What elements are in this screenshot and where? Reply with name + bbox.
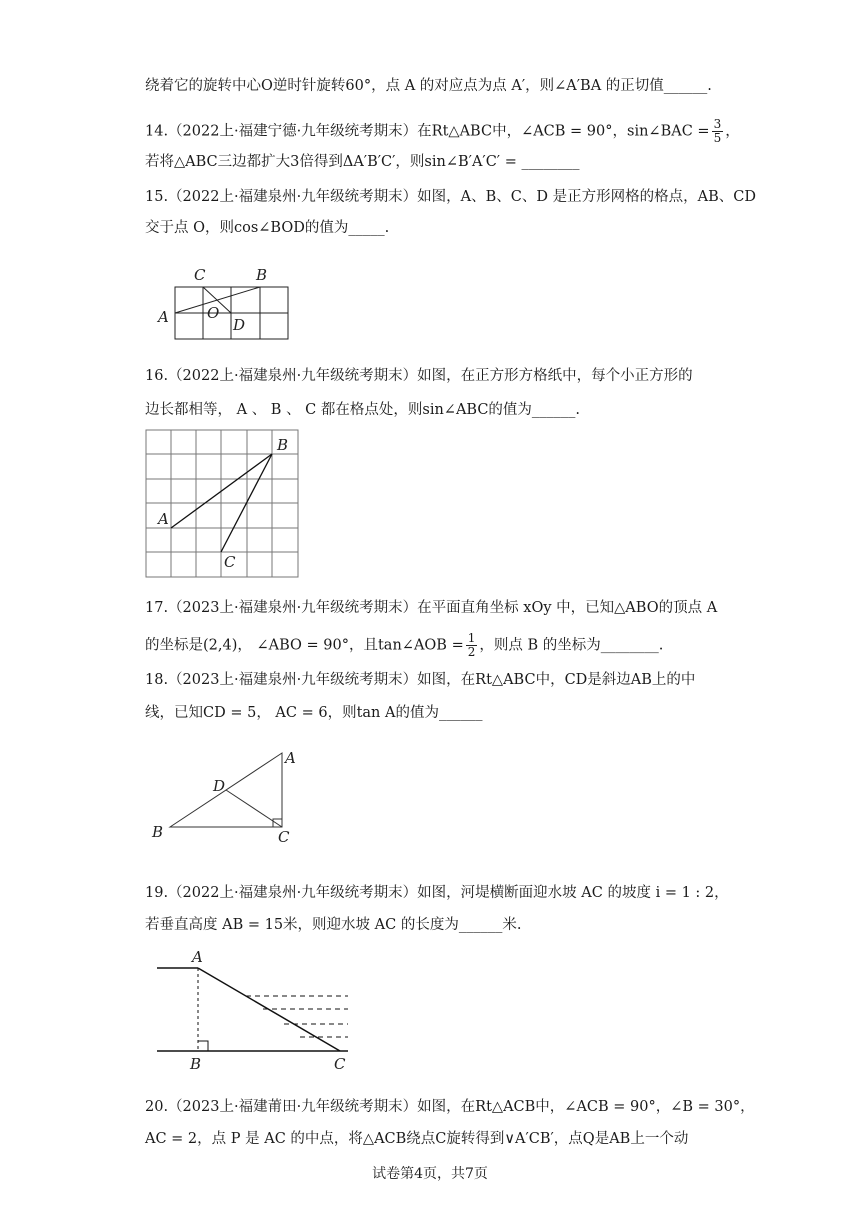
q19-label-b: B [190,1055,202,1073]
q13-text-line: 绕着它的旋转中心O逆时针旋转60°，点 A 的对应点为点 A′，则∠A′BA 的正切值______. [145,78,712,94]
q16-text-line-1: 16.（2022上·福建泉州·九年级统考期末）如图，在正方形方格纸中，每个小正方形的 [145,368,693,384]
q15-label-a: A [158,308,169,326]
q15-text-line-2: 交于点 O，则cos∠BOD的值为_____. [145,220,390,236]
q15-grid-figure [150,262,300,347]
q18-text-line-2: 线，已知CD = 5， AC = 6，则tan A的值为______ [145,705,483,721]
q18-triangle-figure [145,745,315,845]
q16-text-line-2: 边长都相等， A 、 B 、 C 都在格点处，则sin∠ABC的值为______. [145,402,581,418]
q20-text-line-1: 20.（2023上·福建莆田·九年级统考期末）如图，在Rt△ACB中，∠ACB = 90°，∠B = 30°， [145,1099,755,1115]
q15-label-c: C [194,266,206,284]
q17-fraction [466,632,478,659]
q15-label-b: B [256,266,268,284]
q16-label-c: C [224,553,236,571]
q16-grid-figure [140,425,310,585]
q16-grid [146,430,298,577]
q19-label-a: A [192,948,203,966]
q18-label-d: D [213,777,226,795]
q19-text-line-2: 若垂直高度 AB = 15米，则迎水坡 AC 的长度为______米. [145,917,522,933]
q18-text-line-1: 18.（2023上·福建泉州·九年级统考期末）如图，在Rt△ABC中，CD是斜边AB上的中 [145,672,696,688]
q19-right-angle-mark [198,1041,208,1051]
q15-label-o: O [207,304,220,322]
q18-median-cd [226,790,282,827]
q14-text-line-1 [145,117,740,145]
q17-text-post: ，则点 B 的坐标为________. [479,637,664,654]
q14-fraction [712,118,724,145]
q20-text-line-2: AC = 2，点 P 是 AC 的中点，将△ACB绕点C旋转得到∨A′CB′，点Q是AB上一个动 [145,1131,689,1147]
q17-text-line-1: 17.（2023上·福建泉州·九年级统考期末）在平面直角坐标 xOy 中，已知△ABO的顶点 A [145,600,718,616]
q14-text-line-2: 若将△ABC三边都扩大3倍得到ΔA′B′C′，则sin∠B′A′C′ = ________ [145,154,580,170]
q18-label-c: C [278,828,290,845]
q15-label-d: D [233,316,246,334]
page-footer: 试卷第4页，共7页 [372,1166,488,1182]
q17-fraction-numerator: 1 [467,631,476,645]
q14-text-post: ， [725,123,740,140]
q15-grid [175,287,288,339]
q15-text-line-1: 15.（2022上·福建泉州·九年级统考期末）如图，A、B、C、D 是正方形网格的格点，AB、CD [145,189,756,205]
q19-label-c: C [334,1055,346,1073]
q17-fraction-denominator: 2 [467,645,476,659]
q14-fraction-denominator: 5 [713,131,722,145]
q14-fraction-numerator: 3 [713,117,722,131]
q16-label-b: B [277,436,289,454]
q19-text-line-1: 19.（2022上·福建泉州·九年级统考期末）如图，河堤横断面迎水坡 AC 的坡度 i = 1 : 2， [145,885,729,901]
q17-text-line-2 [145,632,725,659]
q19-embankment-figure [150,945,370,1075]
q18-label-a: A [285,749,296,767]
q16-label-a: A [158,510,169,528]
q14-text-pre: 14.（2022上·福建宁德·九年级统考期末）在Rt△ABC中，∠ACB = 90°，sin∠BAC = [145,123,710,140]
q19-water-lines [246,996,348,1037]
q18-label-b: B [152,823,164,841]
q17-text-pre: 的坐标是(2,4)， ∠ABO = 90°，且tan∠AOB = [145,637,464,654]
